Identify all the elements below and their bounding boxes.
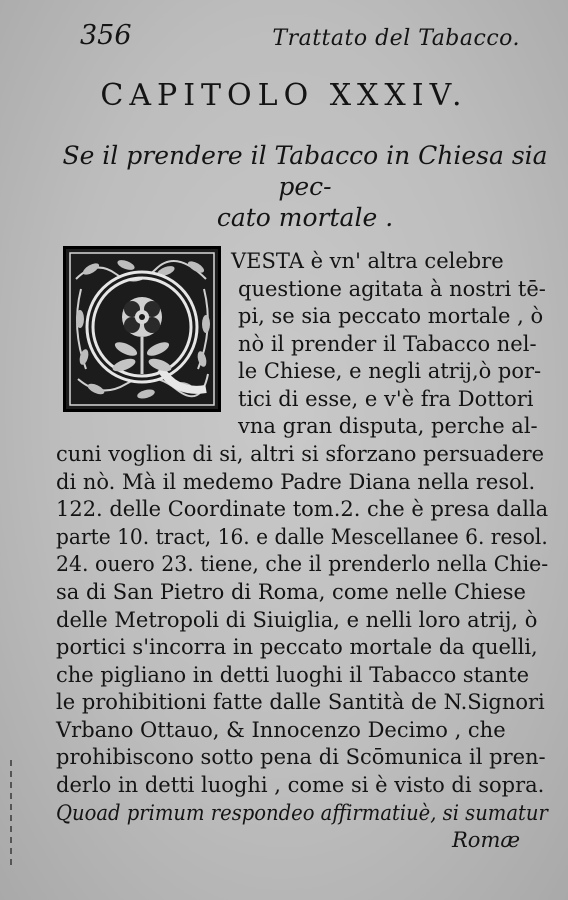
text-line-16: che pigliano in detti luoghi il Tabacco stante	[56, 663, 530, 687]
text-line-8: cuni voglion di si, altri si sforzano persuadere	[56, 442, 545, 466]
chapter-heading: CAPITOLO XXXIV.	[100, 78, 468, 113]
text-line-11: parte 10. tract, 16. e dalle Mescellanee 6. resol.	[56, 525, 548, 549]
text-line-21: Quoad primum respondeo affirmatiuè, si sumatur	[56, 801, 548, 825]
text-line-18: Vrbano Ottauo, & Innocenzo Decimo , che	[56, 718, 506, 742]
text-line-5: le Chiese, e negli atrij,ò por-	[238, 359, 542, 383]
text-line-12: 24. ouero 23. tiene, che il prenderlo nella Chie-	[56, 552, 549, 576]
text-line-1: VESTA è vn' altra celebre	[231, 249, 504, 273]
running-title: Trattato del Tabacco.	[272, 26, 520, 51]
text-line-14: delle Metropoli di Siuiglia, e nelli loro atrij, ò	[56, 608, 538, 632]
text-line-2: questione agitata à nostri tē-	[238, 277, 546, 301]
text-line-17: le prohibitioni fatte dalle Santità de N.Signori	[56, 690, 545, 714]
text-line-6: tici di esse, e v'è fra Dottori	[238, 387, 534, 411]
text-line-9: di nò. Mà il medemo Padre Diana nella resol.	[56, 470, 536, 494]
margin-ink-mark	[6, 760, 16, 870]
text-line-20: derlo in detti luoghi , come si è visto di sopra.	[56, 773, 545, 797]
page-number: 356	[80, 20, 132, 51]
subtitle-line-1: Se il prendere il Tabacco in Chiesa sia pec-	[62, 141, 548, 201]
subtitle-line-2: cato mortale .	[216, 203, 394, 232]
text-line-3: pi, se sia peccato mortale , ò	[238, 304, 544, 328]
text-line-10: 122. delle Coordinate tom.2. che è presa dalla	[56, 497, 549, 521]
catchword: Romæ	[452, 828, 521, 852]
text-line-15: portici s'incorra in peccato mortale da quelli,	[56, 635, 538, 659]
text-line-13: sa di San Pietro di Roma, come nelle Chiese	[56, 580, 526, 604]
text-line-4: nò il prender il Tabacco nel-	[238, 332, 537, 356]
text-line-19: prohibiscono sotto pena di Scōmunica il pren-	[56, 745, 546, 769]
text-line-7: vna gran disputa, perche al-	[238, 414, 538, 438]
